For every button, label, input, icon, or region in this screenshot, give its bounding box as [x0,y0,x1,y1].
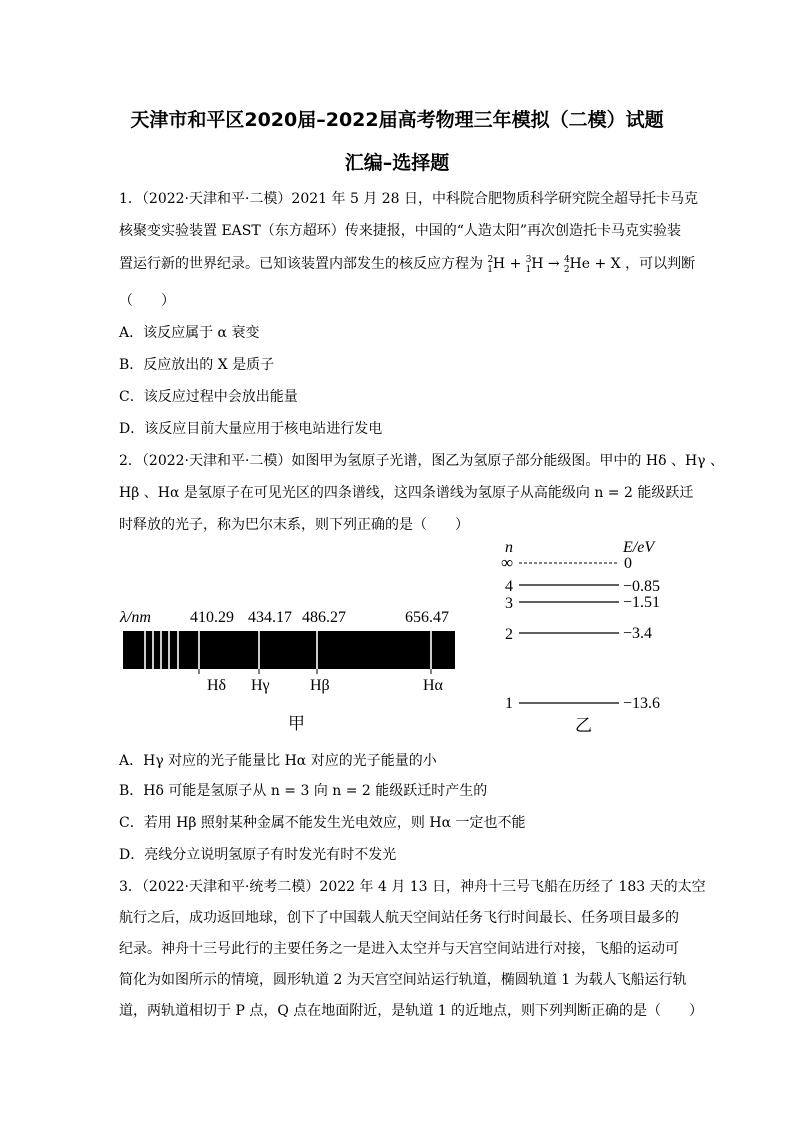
q3-text-line3: 纪录。神舟十三号此行的主要任务之一是进入太空并与天宫空间站进行对接，飞船的运动可 [119,941,679,957]
wavelength-label-4: 656.47 [405,609,449,626]
q2-option-b: B．Hδ 可能是氢原子从 n = 3 向 n = 2 能级跃迁时产生的 [119,783,488,799]
line-label-h-gamma: Hγ [251,677,270,694]
hydrogen-spectrum-figure [118,606,463,736]
levels-caption: 乙 [575,716,592,735]
line-label-h-beta: Hβ [310,677,330,694]
levels-n-header: n [505,539,513,556]
level-n-4: 4 [505,578,513,595]
q2-text-line3: 时释放的光子，称为巴尔末系，则下列正确的是（ ） [119,517,469,533]
q1-option-b: B．反应放出的 X 是质子 [119,357,275,373]
q1-text-line2: 核聚变实验装置 EAST（东方超环）传来捷报，中国的“人造太阳”再次创造托卡马克实验装 [119,223,682,239]
level-n-inf: ∞ [501,553,514,572]
q1-option-c: C．该反应过程中会放出能量 [119,389,298,405]
wavelength-label-2: 434.17 [248,609,292,626]
level-e-inf: 0 [624,555,632,572]
wavelength-label-1: 410.29 [190,609,234,626]
q3-text-line5: 道，两轨道相切于 P 点，Q 点在地面附近，是轨道 1 的近地点，则下列判断正确的是（ ） [119,1003,704,1019]
q2-text-line1: 2．（2022·天津和平·二模）如图甲为氢原子光谱，图乙为氢原子部分能级图。甲中的 Hδ 、Hγ 、 [119,453,724,469]
wavelength-label-3: 486.27 [302,609,346,626]
spectrum-band [123,631,455,669]
q1-option-a: A．该反应属于 α 衰变 [119,325,260,341]
nuclear-equation: $^2_1$H + $^3_1$H → $^4_2$He + X [487,255,621,275]
q2-option-c: C．若用 Hβ 照射某种金属不能发生光电效应，则 Hα 一定也不能 [119,815,526,831]
q2-option-a: A．Hγ 对应的光子能量比 Hα 对应的光子能量的小 [119,753,437,769]
energy-level-diagram [497,535,687,735]
q1-text-line1: 1．（2022·天津和平·二模）2021 年 5 月 28 日，中科院合肥物质科学研究院全超导托卡马克 [119,191,699,207]
eq-term-3: He + X [569,256,621,272]
level-e-1: −13.6 [623,695,661,712]
eq-term-1: H + [492,256,522,272]
q1-text-line3-post: ，可以判断 [625,256,696,272]
q1-text-line3-pre: 置运行新的世界纪录。已知该装置内部发生的核反应方程为 [119,256,483,272]
q3-text-line2: 航行之后，成功返回地球，创下了中国载人航天空间站任务飞行时间最长、任务项目最多的 [119,910,679,926]
level-n-1: 1 [505,695,513,712]
page-title-line1: 天津市和平区2020届–2022届高考物理三年模拟（二模）试题 [130,109,664,131]
level-e-3: −1.51 [623,594,661,611]
q2-option-d: D．亮线分立说明氢原子有时发光有时不发光 [119,847,397,863]
q1-option-d: D．该反应目前大量应用于核电站进行发电 [119,421,383,437]
line-label-h-alpha: Hα [423,677,443,694]
level-e-4: −0.85 [623,578,661,595]
eq-term-2: H → [531,256,560,272]
level-e-2: −3.4 [623,625,653,642]
level-n-2: 2 [505,626,513,643]
line-label-h-delta: Hδ [207,677,227,694]
q2-text-line2: Hβ 、Hα 是氢原子在可见光区的四条谱线，这四条谱线为氢原子从高能级向 n = 2 能级跃迁 [119,485,694,501]
spectrum-caption: 甲 [288,714,305,733]
q3-text-line1: 3．（2022·天津和平·统考二模）2022 年 4 月 13 日，神舟十三号飞船在历经了 183 天的太空 [119,879,706,895]
q1-text-line3 [119,253,695,273]
q1-answer-paren: （ ） [119,293,175,309]
level-n-3: 3 [505,595,513,612]
page-title-line2: 汇编–选择题 [344,152,450,174]
spectrum-axis-label: λ/nm [120,609,151,626]
q3-text-line4: 简化为如图所示的情境，圆形轨道 2 为天宫空间站运行轨道，椭圆轨道 1 为载人飞船运行轨 [119,972,687,988]
levels-e-header: E/eV [623,539,655,556]
